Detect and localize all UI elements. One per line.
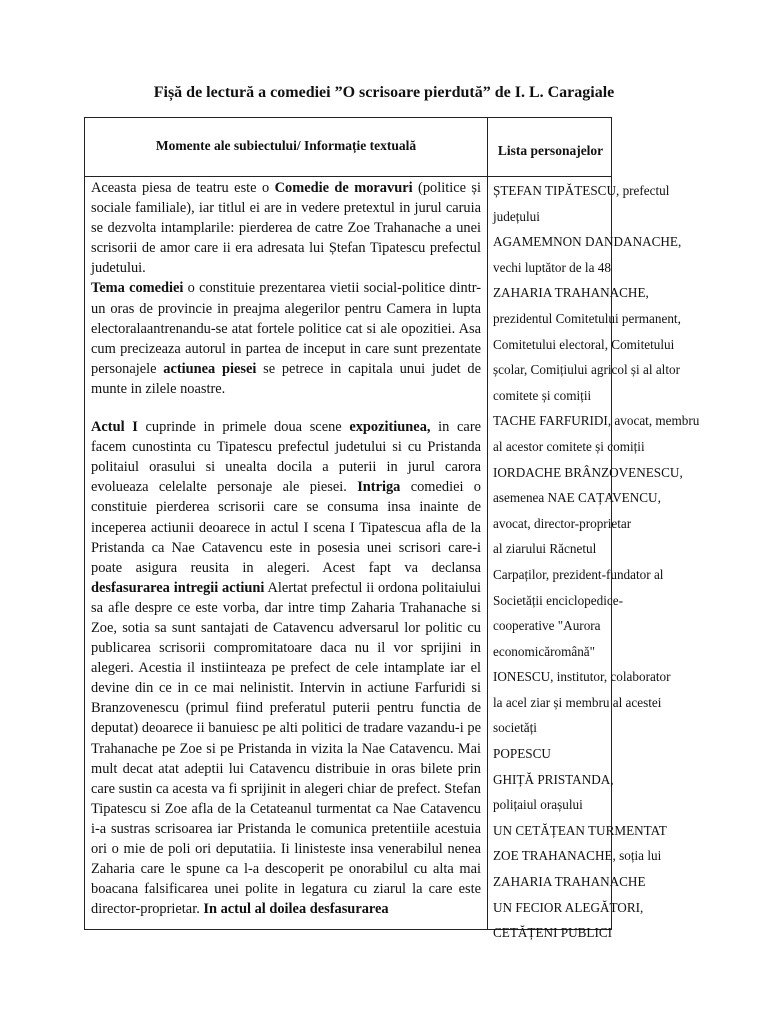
character-line: avocat, director-proprietar [493, 515, 632, 531]
character-line: UN FECIOR ALEGĂTORI, [493, 899, 644, 915]
character-line: Societății enciclopedice- [493, 592, 623, 608]
character-line: ZAHARIA TRAHANACHE [493, 874, 646, 890]
page-title: Fișă de lectură a comediei ”O scrisoare pierdută” de I. L. Caragiale [153, 84, 615, 101]
character-line: ȘTEFAN TIPĂTESCU, prefectul [493, 183, 670, 198]
paragraph-theme: Tema comediei o constituie prezentarea vietii social-politice dintr-un oras de provincie in preajma alegerilor pentru Camera in lupta electoralaantrenandu-se atat fortele politice cat si ale opozitiei. Asa cum precizeaza autorul in partea de inceput in care sunt prezentate personajele actiunea piesei se petrece in capitala unui judet de munte in zilele noastre. [91, 280, 481, 397]
character-line: TACHE FARFURIDI, avocat, membru [493, 413, 700, 429]
character-line: Comitetului electoral, Comitetului [493, 336, 675, 352]
character-line: POPESCU [493, 746, 551, 762]
character-line: IONESCU, institutor, colaborator [493, 669, 671, 685]
paragraph-act-one: Actul I cuprinde in primele doua scene expozitiunea, in care facem cunostinta cu Tipatescu prefectul judetului si cu Pristanda politaiul orasului si unealta docila a puterii in jurul carora evolueaza celelalte personaje ale piesei. Intriga comediei o constituie pierderea scrisorii care se consuma insa inainte de inceperea actiunii deoarece in actul I scena I Tipatescua afla de la Pristanda ca Nae Catavencu este in posesia unei scrisori care-i poate asigura reusita in alegeri. Acest fapt va declansa desfasurarea intregii actiuni Alertat prefectul ii ordona politaiului sa afle despre ce este vorba, dar intre timp Zaharia Trahanache si Zoe, sotia sa sunt santajati de Catavencu adversarul lor politic cu publicarea scrisorii compromitatoare daca nu il vor sprijini in alegeri. Acestia il instiinteaza pe prefect de cele intamplate iar el devine din ce in ce mai nelinistit. Intervin in actiune Farfuridi si Branzovenescu (primul fiind preferatul puterii pentru functia de deputat) deoarece ii banuiesc pe alti politici de tradare vazandu-i pe Trahanache pe Zoe si pe Pristanda in vizita la Nae Catavencu. Mai mult decat atat adeptii lui Catavencu distribuie in oras bilete prin care sustin ca acesta va fi sprijinit in alegeri chiar de prefect. Stefan Tipatescu si Zoe afla de la Cetateanul turmentat ca Nae Catavencu i-a sustras scrisoarea iar Pristanda le comunica pretentiile acestuia ori o mie de poli ori deputatiia. Ii linisteste insa venerabilul nenea Zaharia care le spune ca l-a descoperit pe onorabilul cu alta mai boacana falsificarea unei polite in legatura cu ziarul la care este director-proprietar. In actul al doilea desfasurarea [91, 419, 481, 918]
plot-cell [91, 178, 481, 919]
character-line: ZOE TRAHANACHE, soția lui [493, 848, 662, 864]
character-line: al acestor comitete și comiții [493, 438, 645, 454]
header-divider [85, 176, 611, 177]
character-line: județului [493, 208, 540, 224]
character-line: Carpaților, prezident-fundator al [493, 566, 664, 582]
character-line: AGAMEMNON DANDANACHE, [493, 234, 682, 250]
character-line: cooperative "Aurora [493, 618, 601, 634]
character-line: vechi luptător de la 48 [493, 259, 611, 275]
column-header-characters: Lista personajelor [497, 143, 604, 158]
paragraph-gap [91, 399, 481, 417]
character-line: prezidentul Comitetului permanent, [493, 310, 681, 326]
paragraph-intro: Aceasta piesa de teatru este o Comedie de moravuri (politice și sociale familiale), iar titlul ei are in vedere pretextul in jurul caruia se dezvolta intamplarile: pierderea de catre Zoe Trahanache a unei scrisorii de amor care ii era adresata lui Ștefan Tipatescu prefectul judetului. [91, 180, 482, 277]
character-line: societăți [493, 720, 537, 736]
character-line: al ziarului Răcnetul [493, 541, 597, 557]
character-line: IORDACHE BRÂNZOVENESCU, [493, 464, 683, 480]
character-line: comitete și comiții [493, 387, 592, 403]
character-line: ZAHARIA TRAHANACHE, [493, 285, 649, 301]
character-line: CETĂȚENI PUBLICI [493, 925, 613, 941]
character-line: polițaiul orașului [493, 797, 583, 813]
character-line: economicăromână" [493, 643, 596, 659]
reading-sheet-table [84, 117, 700, 941]
character-line: la acel ziar și membru al acestei [493, 694, 662, 710]
character-line: asemenea NAE CAȚAVENCU, [493, 490, 661, 506]
column-header-plot: Momente ale subiectului/ Informație textuală [155, 138, 417, 153]
character-line: GHIȚĂ PRISTANDA, [493, 771, 614, 787]
character-line: școlar, Comițiului agricol și al altor [493, 362, 680, 378]
characters-cell [493, 178, 700, 946]
column-divider [487, 118, 488, 929]
character-line: UN CETĂȚEAN TURMENTAT [493, 822, 667, 838]
